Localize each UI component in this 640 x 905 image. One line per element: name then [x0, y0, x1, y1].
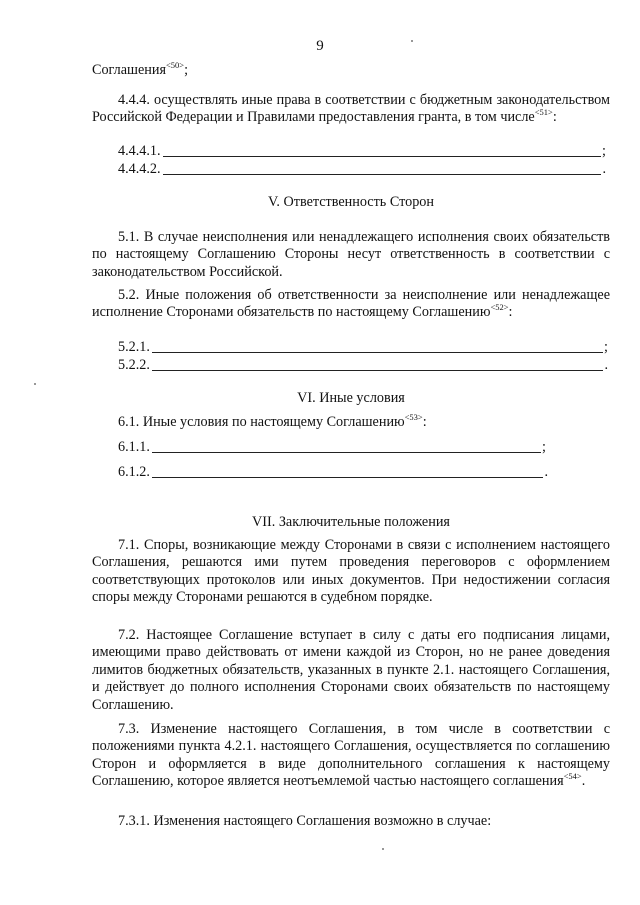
paragraph-7-3	[92, 721, 610, 791]
fill-line-4-4-4-1	[118, 142, 606, 160]
fill-line-6-1-2	[118, 463, 548, 481]
fill-line-5-2-2	[118, 356, 608, 374]
paragraph-7-2: 7.2. Настоящее Соглашение вступает в силу с даты его подписания лицами, имеющими право действовать от имени каждой из Сторон, но не ранее доведения лимитов бюджетных обязательств, указанных в пункте 2.1. настоящего Соглашения, и действует до полного исполнения Сторонами своих обязательств по настоящему Соглашению.	[92, 627, 610, 713]
punct: .	[604, 357, 608, 373]
section-title-5: V. Ответственность Сторон	[268, 194, 434, 210]
paragraph-6-1	[92, 414, 610, 431]
blank-line	[152, 339, 603, 353]
paragraph-5-1: 5.1. В случае неисполнения или ненадлежащего исполнения своих обязательств по настоящему Соглашению Стороны несут ответственность в соответствии с законодательством Российской.	[92, 229, 610, 280]
punct: .	[602, 161, 606, 177]
punct: .	[581, 773, 586, 790]
text: 5.2. Иные положения об ответственности за неисполнение или ненадлежащее исполнение Сторонами обязательств по настоящему Соглашению	[92, 287, 610, 321]
blank-line	[163, 161, 602, 175]
item-label: 4.4.4.1.	[118, 143, 161, 159]
paragraph-4-4-4	[92, 92, 610, 127]
item-label: 4.4.4.2.	[118, 161, 161, 177]
punct: :	[552, 109, 557, 126]
footnote-ref: <51>	[534, 107, 553, 118]
section-title-6: VI. Иные условия	[297, 390, 405, 406]
item-label: 5.2.2.	[118, 357, 150, 373]
scan-speck	[411, 40, 413, 42]
text: 6.1. Иные условия по настоящему Соглашению	[118, 414, 405, 430]
item-label: 6.1.1.	[118, 439, 150, 455]
fill-line-5-2-1	[118, 338, 608, 356]
punct: ;	[184, 62, 189, 78]
text: Соглашения	[92, 62, 166, 78]
footnote-ref: <53>	[404, 412, 423, 422]
punct: .	[544, 464, 548, 480]
blank-line	[152, 357, 604, 371]
punct: ;	[542, 439, 546, 455]
scan-speck	[382, 848, 384, 850]
text: 7.3. Изменение настоящего Соглашения, в том числе в соответствии с положениями пункта 4.2.1. настоящего Соглашения, осуществляется по соглашению Сторон и оформляется в виде дополнительного соглашения к настоящему Соглашению, которое является неотъемлемой частью настоящего соглашения	[92, 721, 610, 790]
text: 4.4.4. осуществлять иные права в соответствии с бюджетным законодательством Российской Федерации и Правилами предоставления гранта, в том числе	[92, 92, 610, 126]
punct: ;	[602, 143, 606, 159]
item-label: 6.1.2.	[118, 464, 150, 480]
paragraph-continuation	[92, 62, 610, 79]
paragraph-7-1: 7.1. Споры, возникающие между Сторонами в связи с исполнением настоящего Соглашения, решаются ими путем проведения переговоров с оформлением соответствующих протоколов или иных документов. При недостижении согласия споры между Сторонами решаются в судебном порядке.	[92, 537, 610, 606]
paragraph-7-3-1: 7.3.1. Изменения настоящего Соглашения возможно в случае:	[118, 813, 492, 829]
section-title-7: VII. Заключительные положения	[252, 514, 450, 530]
paragraph-5-2	[92, 287, 610, 322]
page-number: 9	[316, 38, 324, 54]
blank-line	[163, 143, 601, 157]
punct: ;	[604, 339, 608, 355]
blank-line	[152, 439, 541, 453]
footnote-ref: <50>	[165, 60, 185, 70]
blank-line	[152, 464, 544, 478]
item-label: 5.2.1.	[118, 339, 150, 355]
footnote-ref: <54>	[563, 771, 582, 782]
scan-speck	[34, 383, 36, 385]
fill-line-6-1-1	[118, 438, 546, 456]
punct: :	[422, 414, 427, 430]
punct: :	[508, 304, 513, 321]
footnote-ref: <52>	[490, 302, 509, 313]
fill-line-4-4-4-2	[118, 160, 606, 178]
